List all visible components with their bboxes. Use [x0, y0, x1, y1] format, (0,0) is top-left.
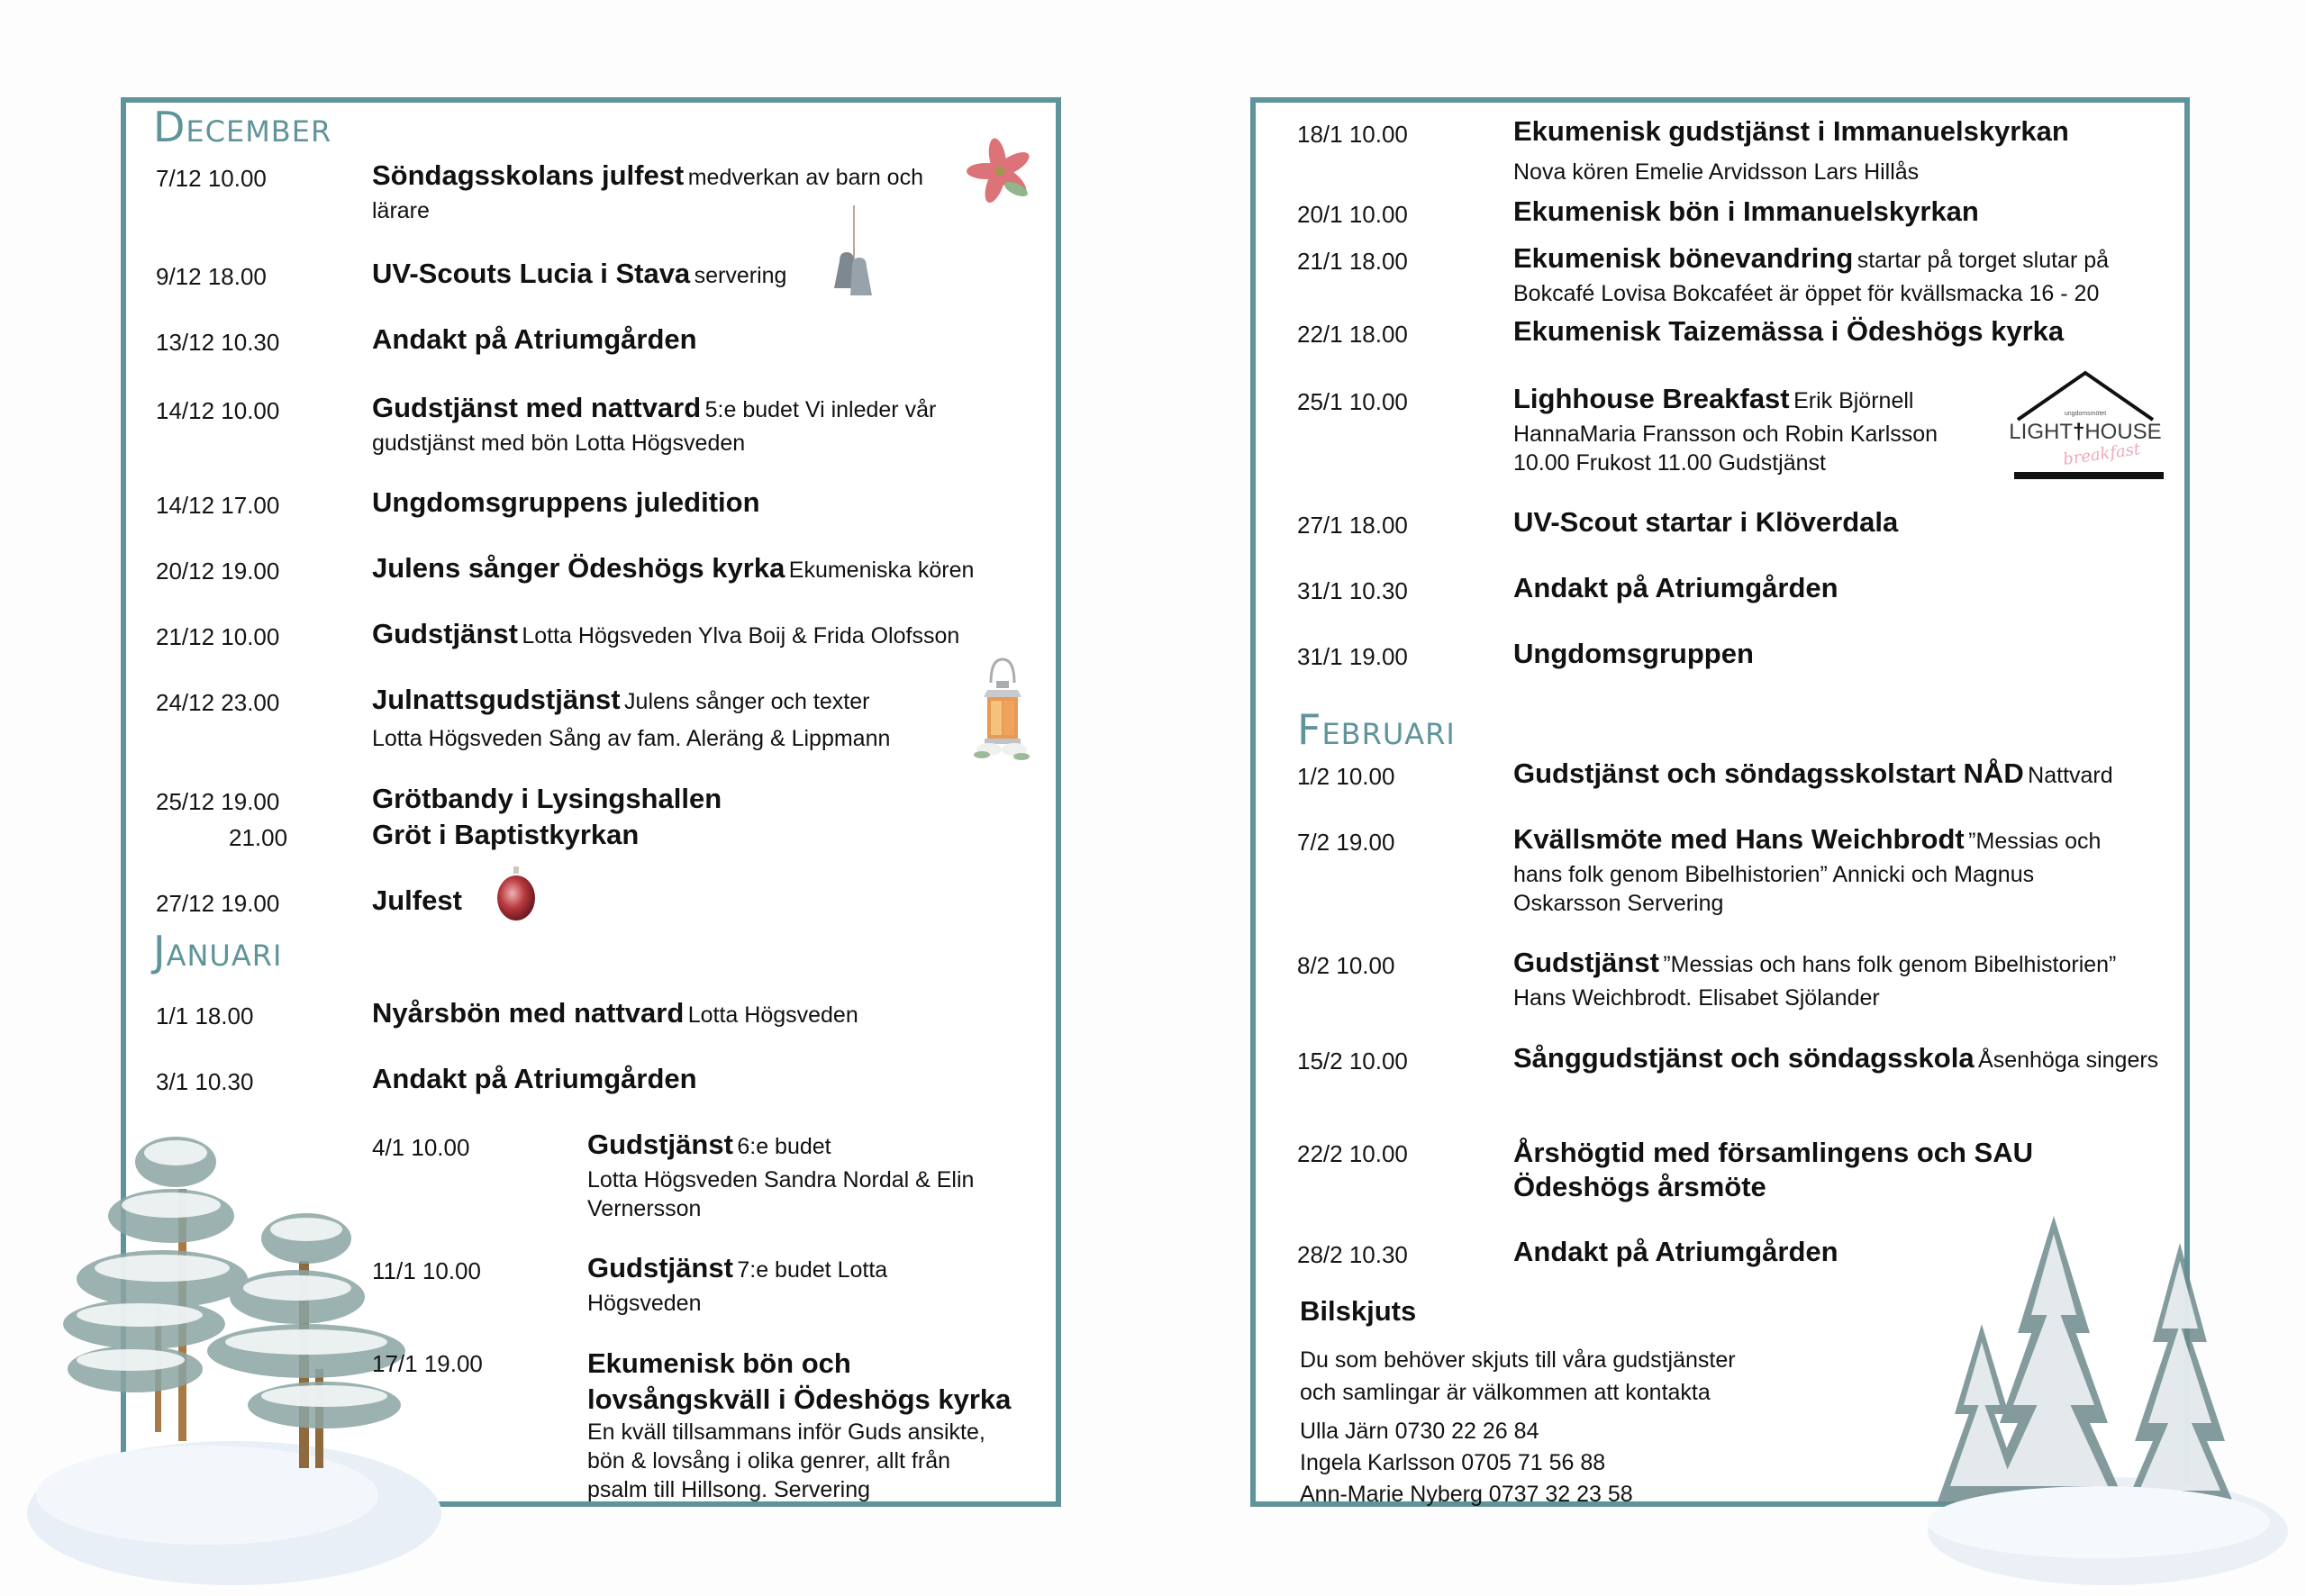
snowy-pine-trees-illustration — [27, 1099, 459, 1585]
event-date: 4/1 10.00 — [372, 1134, 470, 1161]
event-desc-line: Nova kören Emelie Arvidsson Lars Hillås — [1513, 159, 1920, 185]
contact-item: Ingela Karlsson 0705 71 56 88 — [1300, 1450, 1606, 1475]
event-date: 21/1 18.00 — [1297, 248, 1408, 275]
event-date: 20/12 19.00 — [156, 558, 280, 585]
event-title: UV-Scout startar i Klöverdala — [1513, 506, 1899, 538]
event-date: 25/1 10.00 — [1297, 388, 1408, 415]
event-item — [587, 1253, 1038, 1318]
event-title: Nyårsbön med nattvard — [372, 997, 685, 1029]
event-item — [1513, 824, 2162, 918]
event-title: Andakt på Atriumgården — [1513, 572, 1838, 603]
event-date: 11/1 10.00 — [372, 1257, 481, 1284]
bilskjuts-text-1: Du som behöver skjuts till våra gudstjänster — [1300, 1347, 1736, 1373]
event-item — [1513, 639, 2162, 675]
event-desc: ”Messias och — [1968, 829, 2102, 854]
event-desc-line: Lotta Högsveden Sandra Nordal & Elin — [587, 1167, 975, 1192]
event-date: 22/2 10.00 — [1297, 1140, 1408, 1167]
event-item — [1513, 1043, 2198, 1079]
event-desc-line: En kväll tillsammans inför Guds ansikte, — [587, 1419, 985, 1445]
ornament-icon — [494, 865, 539, 928]
bilskjuts-text-2: och samlingar är välkommen att kontakta — [1300, 1380, 1711, 1405]
event-date: 18/1 10.00 — [1297, 121, 1408, 148]
lantern-icon — [962, 656, 1043, 766]
event-date: 27/1 18.00 — [1297, 512, 1408, 539]
event-title: Julens sånger Ödeshögs kyrka — [372, 552, 785, 584]
event-item — [1513, 316, 2162, 352]
event-desc-line: Lotta Högsveden Sång av fam. Aleräng & Lippmann — [372, 726, 891, 751]
event-desc-line: Högsveden — [587, 1291, 702, 1316]
event-desc: 7:e budet Lotta — [737, 1257, 888, 1283]
bilskjuts-heading: Bilskjuts — [1300, 1295, 1417, 1327]
event-date: 31/1 19.00 — [1297, 643, 1408, 670]
event-item — [1513, 507, 2162, 543]
event-date: 21/12 10.00 — [156, 623, 280, 650]
contact-item: Ulla Järn 0730 22 26 84 — [1300, 1419, 1539, 1444]
event-desc-line: Oskarsson Servering — [1513, 891, 1724, 916]
event-title-line2: lovsångskväll i Ödeshögs kyrka — [587, 1383, 1012, 1415]
event-desc-line: Hans Weichbrodt. Elisabet Sjölander — [1513, 985, 1880, 1011]
event-date: 1/1 18.00 — [156, 1002, 254, 1029]
event-title: Ekumenisk bön i Immanuelskyrkan — [1513, 195, 1979, 227]
event-date: 22/1 18.00 — [1297, 321, 1408, 348]
snowy-spruce-trees-illustration — [1919, 1207, 2288, 1585]
event-title: Ungdomsgruppen — [1513, 638, 1754, 669]
event-desc-line: 10.00 Frukost 11.00 Gudstjänst — [1513, 450, 1826, 476]
poinsettia-icon — [955, 135, 1045, 216]
event-item — [372, 324, 949, 360]
event-date: 7/12 10.00 — [156, 165, 267, 192]
event-desc: Åsenhöga singers — [1978, 1047, 2159, 1073]
event-item — [372, 1064, 949, 1100]
event-title: Julnattsgudstjänst — [372, 684, 621, 715]
event-date: 15/2 10.00 — [1297, 1047, 1408, 1075]
event-item — [1513, 573, 2162, 609]
event-date: 17/1 19.00 — [372, 1350, 483, 1377]
event-desc-line: HannaMaria Fransson och Robin Karlsson — [1513, 422, 1938, 447]
event-title: Andakt på Atriumgården — [372, 1063, 697, 1094]
event-date: 13/12 10.30 — [156, 329, 280, 356]
event-title: Ekumenisk gudstjänst i Immanuelskyrkan — [1513, 115, 2069, 147]
logo-small-text: ungdomsmötet — [2064, 411, 2107, 417]
event-date: 14/12 10.00 — [156, 397, 280, 424]
event-date: 28/2 10.30 — [1297, 1241, 1408, 1268]
event-sub-time: 21.00 — [229, 824, 288, 851]
logo-wordmark — [2000, 420, 2171, 445]
event-title: Gudstjänst och söndagsskolstart NÅD — [1513, 757, 2024, 789]
event-title: Andakt på Atriumgården — [372, 323, 697, 355]
event-sub-title: Gröt i Baptistkyrkan — [372, 819, 640, 850]
event-item — [372, 885, 949, 921]
event-item — [1513, 384, 2018, 477]
bells-icon — [827, 205, 881, 309]
event-desc-line: bön & lovsång i olika genrer, allt från — [587, 1448, 951, 1474]
lighthouse-breakfast-logo — [2000, 367, 2171, 485]
event-item — [372, 553, 1021, 589]
event-title: UV-Scouts Lucia i Stava — [372, 258, 691, 289]
event-title: Ekumenisk bönevandring — [1513, 242, 1854, 274]
event-item — [587, 1129, 1038, 1223]
event-date: 3/1 10.30 — [156, 1068, 254, 1095]
event-item — [372, 619, 1039, 655]
event-desc-line: gudstjänst med bön Lotta Högsveden — [372, 431, 746, 456]
event-item — [1513, 116, 2162, 186]
event-item — [1513, 243, 2180, 308]
event-desc: Ekumeniska kören — [788, 558, 975, 583]
event-item — [372, 998, 1021, 1034]
event-date: 9/12 18.00 — [156, 263, 267, 290]
event-desc: startar på torget slutar på — [1857, 248, 2110, 273]
event-item — [1513, 196, 2162, 232]
event-title: Gudstjänst — [1513, 947, 1659, 978]
event-title: Gudstjänst — [587, 1129, 733, 1160]
event-desc: servering — [694, 263, 787, 288]
event-desc-line: psalm till Hillsong. Servering — [587, 1477, 871, 1502]
event-title: Årshögtid med församlingens och SAU — [1513, 1137, 2034, 1168]
event-desc: Lotta Högsveden — [687, 1002, 858, 1028]
event-title-line2: Ödeshögs årsmöte — [1513, 1171, 1766, 1202]
event-desc: Julens sånger och texter — [624, 689, 870, 714]
month-heading-december: December — [153, 103, 332, 151]
event-item — [587, 1346, 1047, 1504]
event-title: Grötbandy i Lysingshallen — [372, 783, 722, 814]
event-date: 14/12 17.00 — [156, 492, 280, 519]
event-desc-line: lärare — [372, 198, 430, 223]
event-desc-line: hans folk genom Bibelhistorien” Annicki och Magnus — [1513, 862, 2035, 887]
event-sub-item — [372, 820, 949, 856]
event-title: Lighhouse Breakfast — [1513, 383, 1790, 414]
event-item — [372, 487, 949, 523]
event-desc: Erik Björnell — [1793, 388, 1914, 413]
event-title: Ungdomsgruppens juledition — [372, 486, 760, 518]
logo-word-house: HOUSE — [2084, 420, 2162, 444]
event-date: 27/12 19.00 — [156, 890, 280, 917]
event-title: Ekumenisk bön och — [587, 1347, 851, 1379]
event-title: Gudstjänst — [372, 618, 518, 649]
month-heading-februari: Februari — [1297, 705, 1456, 754]
event-item — [1513, 1136, 2162, 1204]
event-item — [1513, 758, 2180, 794]
event-title: Julfest — [372, 884, 462, 916]
event-date: 1/2 10.00 — [1297, 763, 1395, 790]
event-title: Kvällsmöte med Hans Weichbrodt — [1513, 823, 1965, 855]
event-date: 8/2 10.00 — [1297, 952, 1395, 979]
event-date: 7/2 19.00 — [1297, 829, 1395, 856]
event-desc: Nattvard — [2028, 763, 2113, 788]
event-item — [1513, 948, 2198, 1012]
event-title: Ekumenisk Taizemässa i Ödeshögs kyrka — [1513, 315, 2065, 347]
event-desc-line: Bokcafé Lovisa Bokcaféet är öppet för kvällsmacka 16 - 20 — [1513, 281, 2100, 306]
month-heading-januari: Januari — [153, 927, 283, 975]
event-item — [372, 784, 949, 820]
event-item — [372, 393, 1021, 458]
cross-icon: † — [2072, 420, 2085, 444]
event-title: Söndagsskolans julfest — [372, 159, 685, 191]
event-desc: ”Messias och hans folk genom Bibelhistorien” — [1663, 952, 2117, 977]
logo-script-text: breakfast — [2061, 440, 2142, 469]
event-item — [372, 685, 949, 753]
logo-word-light: LIGHT — [2009, 420, 2073, 444]
event-desc: medverkan av barn och — [687, 165, 923, 190]
event-desc: 5:e budet Vi inleder vår — [704, 397, 937, 422]
event-desc-line: Vernersson — [587, 1196, 702, 1221]
event-desc: 6:e budet — [737, 1134, 831, 1159]
event-date: 31/1 10.30 — [1297, 577, 1408, 604]
contact-item: Ann-Marie Nyberg 0737 32 23 58 — [1300, 1482, 1633, 1507]
event-title: Gudstjänst med nattvard — [372, 392, 702, 423]
event-title: Sånggudstjänst och söndagsskola — [1513, 1042, 1975, 1074]
event-date: 20/1 10.00 — [1297, 201, 1408, 228]
event-title: Andakt på Atriumgården — [1513, 1236, 1838, 1267]
event-date: 24/12 23.00 — [156, 689, 280, 716]
event-desc: Lotta Högsveden Ylva Boij & Frida Olofsson — [522, 623, 960, 648]
event-title: Gudstjänst — [587, 1252, 733, 1283]
event-date: 25/12 19.00 — [156, 788, 280, 815]
